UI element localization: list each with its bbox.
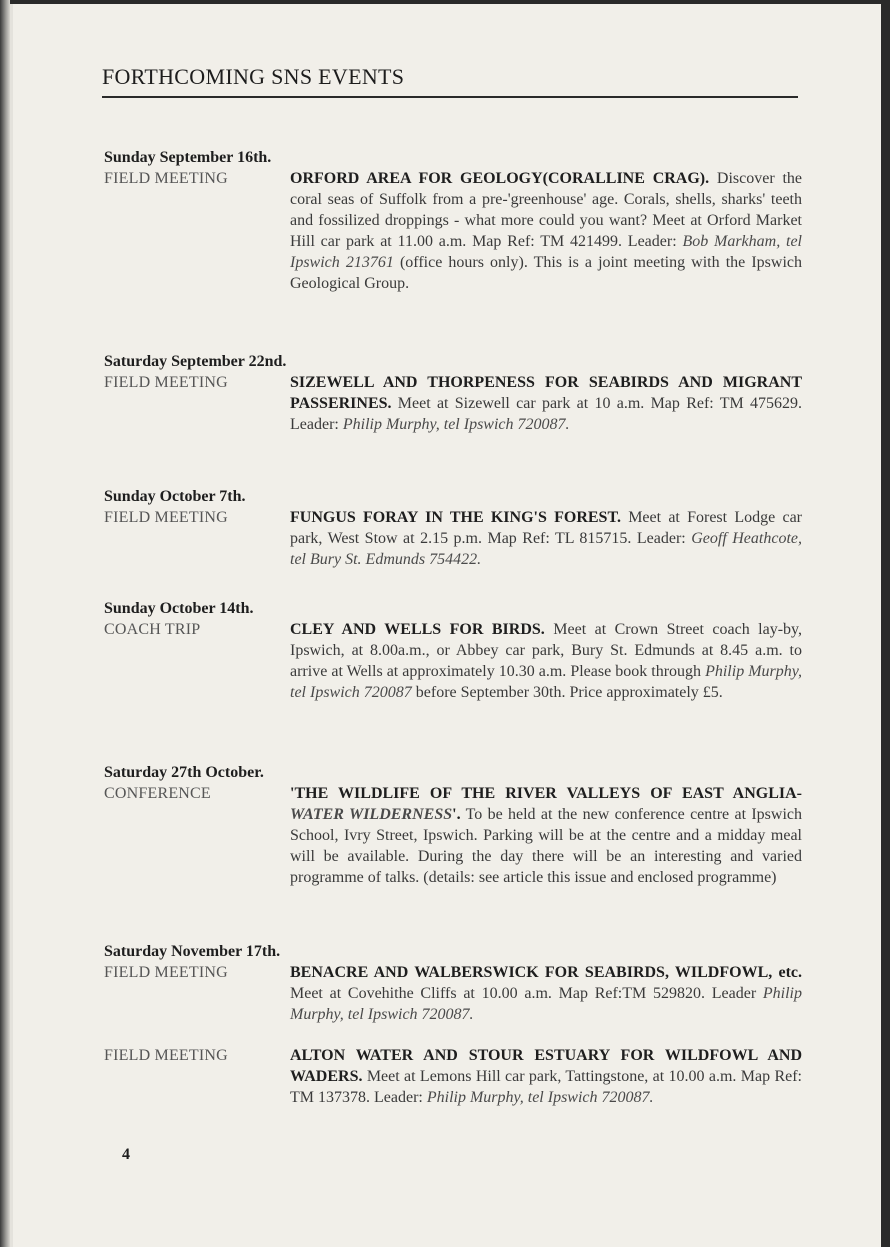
event-description <box>290 619 802 703</box>
event-text-after: before September 30th. Price approximately £5. <box>411 684 723 701</box>
event-nov-17 <box>104 942 804 1025</box>
page-title: FORTHCOMING SNS EVENTS <box>102 64 798 98</box>
event-title: BENACRE AND WALBERSWICK FOR SEABIRDS, WILDFOWL, etc. <box>290 964 802 981</box>
event-type: COACH TRIP <box>104 621 201 638</box>
event-leader: Philip Murphy, tel Ipswich 720087. <box>426 1089 654 1106</box>
event-text: Meet at Forest Lodge car park, West Stow at 2.15 p.m. Map Ref: TL 815715. Leader: <box>290 509 803 547</box>
event-title: SIZEWELL AND THORPENESS FOR SEABIRDS AND MIGRANT PASSERINES. <box>290 374 802 412</box>
event-oct-14 <box>104 599 804 703</box>
event-type: FIELD MEETING <box>104 509 228 526</box>
event-type: FIELD MEETING <box>104 964 228 981</box>
event-date: Saturday November 17th. <box>104 943 281 960</box>
event-title-start: 'THE WILDLIFE OF THE RIVER VALLEYS OF EAST ANGLIA- <box>290 785 802 802</box>
event-description <box>290 372 802 435</box>
event-text: To be held at the new conference centre at Ipswich School, Ivry Street, Ipswich. Parking will be at the centre and a midday meal will be available. During the day there will be an interesting and varied programme of talks. (details: see article this issue and enclosed programme) <box>290 806 802 886</box>
event-text: Discover the coral seas of Suffolk from a pre-'greenhouse' age. Corals, shells, sharks' teeth and fossilized droppings - what more could you want? Meet at Orford Market Hill car park at 11.00 a.m. Map Ref: TM 421499. Leader: <box>290 170 803 250</box>
event-title: CLEY AND WELLS FOR BIRDS. <box>290 621 545 638</box>
event-leader: Philip Murphy, tel Ipswich 720087. <box>290 985 802 1023</box>
event-type: FIELD MEETING <box>104 374 228 391</box>
event-sep-22 <box>104 352 804 435</box>
event-description <box>290 507 802 570</box>
event-sep-16 <box>104 148 804 294</box>
event-title: FUNGUS FORAY IN THE KING'S FOREST. <box>290 509 621 526</box>
event-leader: Philip Murphy, tel Ipswich 720087. <box>342 416 570 433</box>
event-oct-7 <box>104 487 804 570</box>
event-text: Meet at Sizewell car park at 10 a.m. Map Ref: TM 475629. Leader: <box>290 395 802 433</box>
event-type: FIELD MEETING <box>104 170 228 187</box>
event-text: Meet at Crown Street coach lay-by, Ipswich, at 8.00a.m., or Abbey car park, Bury St. Edmunds at 8.45 a.m. to arrive at Wells at approximately 10.30 a.m. Please book through <box>290 621 802 680</box>
event-description <box>290 783 802 888</box>
event-description <box>290 168 802 294</box>
event-alton-water <box>104 1045 804 1108</box>
event-title-italic: WATER WILDERNESS <box>290 806 453 823</box>
event-title: ALTON WATER AND STOUR ESTUARY FOR WILDFOWL AND WADERS. <box>290 1047 802 1085</box>
event-title: ORFORD AREA FOR GEOLOGY(CORALLINE CRAG). <box>290 170 710 187</box>
event-oct-27 <box>104 763 804 888</box>
event-leader: Philip Murphy, tel Ipswich 720087 <box>290 663 802 701</box>
event-text: Meet at Covehithe Cliffs at 10.00 a.m. Map Ref:TM 529820. Leader <box>290 985 763 1002</box>
event-date: Saturday September 22nd. <box>104 353 287 370</box>
page-number: 4 <box>122 1146 130 1163</box>
event-text-after: (office hours only). This is a joint meeting with the Ipswich Geological Group. <box>290 254 803 292</box>
event-description <box>290 1045 802 1108</box>
event-date: Sunday October 14th. <box>104 600 254 617</box>
event-text: Meet at Lemons Hill car park, Tattingstone, at 10.00 a.m. Map Ref: TM 137378. Leader: <box>290 1068 802 1106</box>
event-type: CONFERENCE <box>104 785 211 802</box>
event-description <box>290 962 802 1025</box>
event-title-end: '. <box>452 806 461 823</box>
event-date: Sunday October 7th. <box>104 488 246 505</box>
event-date: Saturday 27th October. <box>104 764 264 781</box>
page-edge <box>0 0 10 1247</box>
event-leader: Geoff Heathcote, tel Bury St. Edmunds 754422. <box>290 530 803 568</box>
event-type: FIELD MEETING <box>104 1047 228 1064</box>
event-date: Sunday September 16th. <box>104 149 272 166</box>
event-leader: Bob Markham, tel Ipswich 213761 <box>290 233 802 271</box>
